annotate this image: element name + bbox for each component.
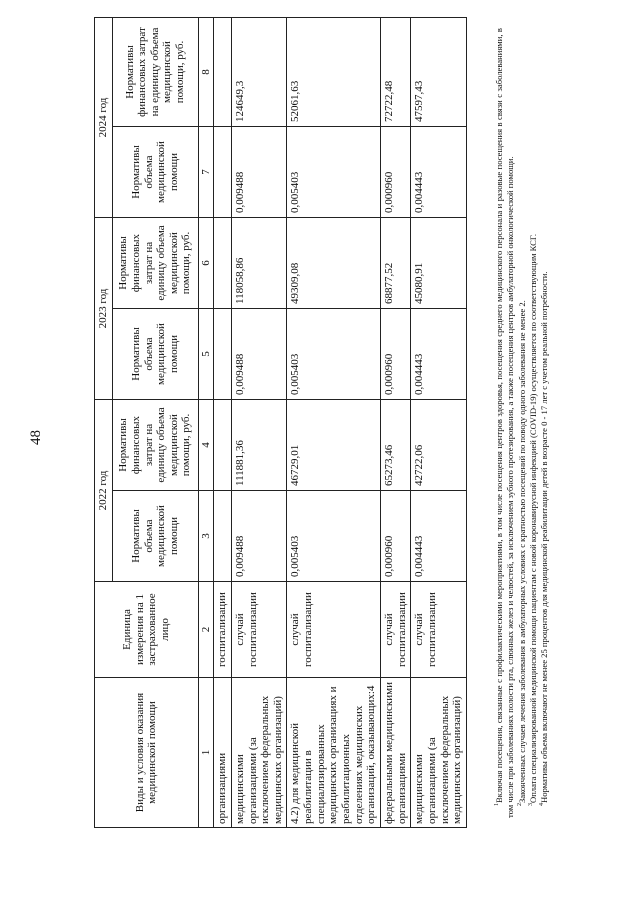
row-volume-2022: 0,009488 [231, 491, 287, 582]
row-cost-2023: 68877,52 [380, 218, 410, 309]
header-cost-norm-2022: Нормативы финансовых затрат на единицу объема медицинской помощи, руб. [112, 400, 198, 491]
row-unit: случай госпитализации [411, 582, 467, 678]
column-index: 2 [198, 582, 214, 678]
footnote-text: Оплата специализированной медицинской помощи пациентам с новой коронавирусной инфекцией (COVID-19) осуществляется по соответствующим КСГ. [528, 233, 539, 803]
table-row [214, 18, 232, 828]
row-unit: госпитализации [214, 582, 232, 678]
footnote-text: Нормативы объема включают не менее 25 процентов для медицинской реабилитации детей в возрасте 0 - 17 лет с учетом реальной потребности. [539, 271, 550, 803]
row-volume-2022: 0,005403 [287, 491, 380, 582]
row-cost-2022: 111881,36 [231, 400, 287, 491]
column-index: 7 [198, 127, 214, 218]
row-unit: случай госпитализации [380, 582, 410, 678]
row-care-type: федеральными медицинскими организациями [380, 678, 410, 828]
header-care-type: Виды и условия оказания медицинской помощи [95, 678, 199, 828]
header-unit: Единица измерения на 1 застрахованное лицо [95, 582, 199, 678]
row-cost-2024 [214, 18, 232, 127]
footnote-text: Включая посещения, связанные с профилактическими мероприятиями, в том числе посещения центров здоровья, посещения среднего медицинского персонала и разовые посещения в связи с заболеваниями, в том числе при заболеваниях полости рта, слюнных желез и челюстей, за исключением зубного протезирования, а также посещения центров амбулаторной онкологической помощи. [494, 28, 516, 818]
table-row [231, 18, 287, 828]
row-cost-2023: 118058,86 [231, 218, 287, 309]
column-index: 4 [198, 400, 214, 491]
row-volume-2024: 0,004443 [411, 127, 467, 218]
column-index: 5 [198, 309, 214, 400]
footnote-text: Законченных случаев лечения заболевания в амбулаторных условиях с кратностью посещений по поводу одного заболевания не менее 2. [516, 300, 527, 803]
footnotes [494, 28, 551, 818]
row-care-type: 4.2) для медицинской реабилитации в специализированных медицинских организациях и реабилитационных отделениях медицинских организаций, оказывающих:4 [287, 678, 380, 828]
footnote [528, 28, 539, 818]
column-index: 8 [198, 18, 214, 127]
row-cost-2024: 47597,43 [411, 18, 467, 127]
row-care-type: медицинскими организациями (за исключением федеральных медицинских организаций) [231, 678, 287, 828]
header-volume-norm-2022: Нормативы объема медицинской помощи [112, 491, 198, 582]
row-cost-2022: 46729,01 [287, 400, 380, 491]
row-volume-2023 [214, 309, 232, 400]
row-cost-2022: 65273,46 [380, 400, 410, 491]
row-cost-2024: 124649,3 [231, 18, 287, 127]
row-volume-2024: 0,000960 [380, 127, 410, 218]
row-cost-2023: 45080,91 [411, 218, 467, 309]
table-row [287, 18, 380, 828]
header-year-2022: 2022 год [95, 400, 113, 582]
header-volume-norm-2024: Нормативы объема медицинской помощи [112, 127, 198, 218]
row-cost-2022: 42722,06 [411, 400, 467, 491]
row-volume-2022: 0,004443 [411, 491, 467, 582]
row-cost-2023 [214, 218, 232, 309]
row-volume-2024: 0,005403 [287, 127, 380, 218]
column-index: 3 [198, 491, 214, 582]
row-cost-2023: 49309,08 [287, 218, 380, 309]
row-unit: случай госпитализации [231, 582, 287, 678]
footnote [539, 28, 550, 818]
footnote-mark: 2 [516, 803, 523, 806]
table-row [380, 18, 410, 828]
normatives-table [94, 17, 467, 828]
header-year-2024: 2024 год [95, 18, 113, 218]
column-index: 1 [198, 678, 214, 828]
header-volume-norm-2023: Нормативы объема медицинской помощи [112, 309, 198, 400]
header-year-2023: 2023 год [95, 218, 113, 400]
row-volume-2023: 0,004443 [411, 309, 467, 400]
page-number: 48 [28, 430, 44, 445]
row-volume-2023: 0,005403 [287, 309, 380, 400]
footnote-mark: 3 [528, 803, 535, 806]
footnote-mark: 1 [494, 803, 501, 806]
footnote [494, 28, 517, 818]
row-care-type: медицинскими организациями (за исключением федеральных медицинских организаций) [411, 678, 467, 828]
rotated-page-content [94, 18, 614, 828]
row-volume-2023: 0,009488 [231, 309, 287, 400]
row-volume-2023: 0,000960 [380, 309, 410, 400]
column-index-row [198, 18, 214, 828]
header-cost-norm-2023: Нормативы финансовых затрат на единицу объема медицинской помощи, руб. [112, 218, 198, 309]
row-unit: случай госпитализации [287, 582, 380, 678]
table-row [411, 18, 467, 828]
footnote [517, 28, 528, 818]
column-index: 6 [198, 218, 214, 309]
row-cost-2022 [214, 400, 232, 491]
row-volume-2022 [214, 491, 232, 582]
row-care-type: организациями [214, 678, 232, 828]
header-cost-norm-2024: Нормативы финансовых затрат на единицу объема медицинской помощи, руб. [112, 18, 198, 127]
footnote-mark: 4 [539, 803, 546, 806]
row-cost-2024: 52061,63 [287, 18, 380, 127]
row-cost-2024: 72722,48 [380, 18, 410, 127]
row-volume-2024 [214, 127, 232, 218]
row-volume-2024: 0,009488 [231, 127, 287, 218]
row-volume-2022: 0,000960 [380, 491, 410, 582]
